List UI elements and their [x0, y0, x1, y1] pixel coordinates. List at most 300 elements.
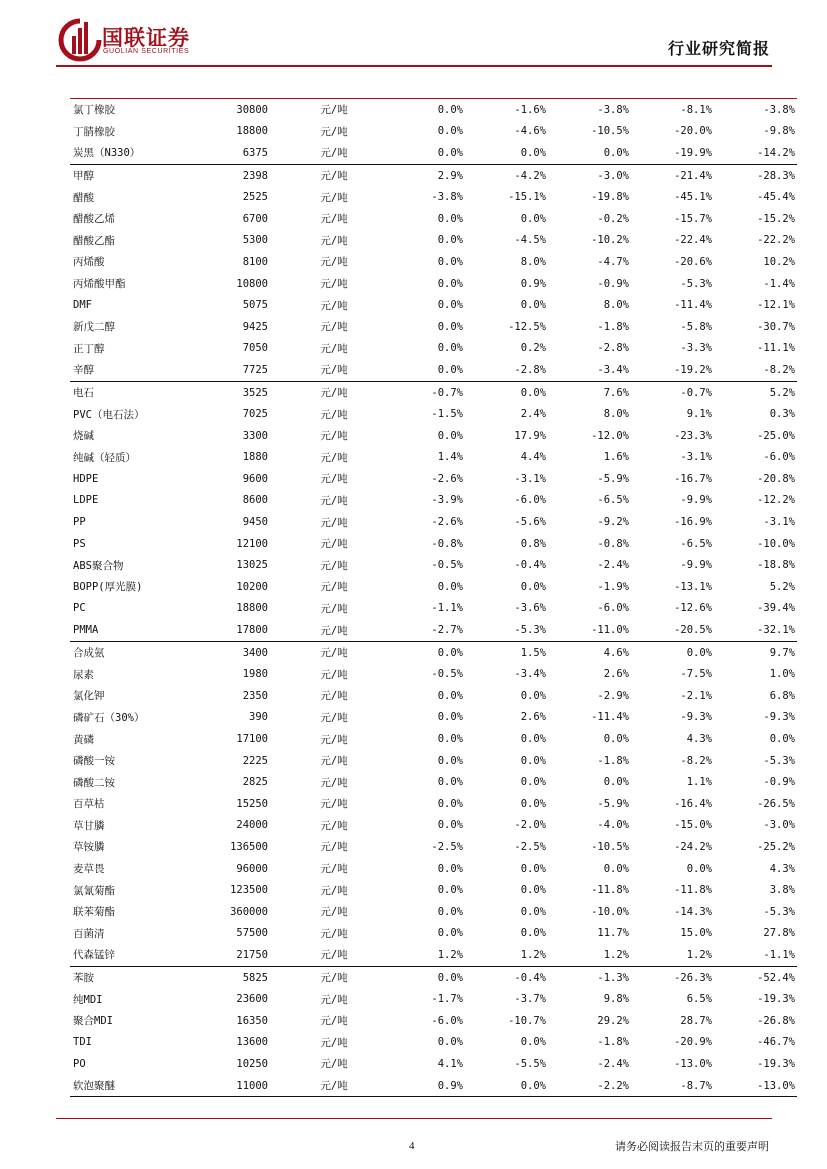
change-cell-1: 0.0% [437, 1036, 463, 1049]
product-name-cell: 草甘膦 [73, 819, 105, 832]
change-cell-3: -0.2% [597, 212, 629, 225]
change-cell-2: -4.2% [465, 164, 548, 186]
change-cell-2: -3.6% [514, 602, 546, 615]
price-cell: 30800 [193, 99, 268, 121]
change-cell-5: 0.0% [769, 733, 795, 746]
change-cell-5: 3.8% [769, 884, 795, 897]
change-cell-1: 0.9% [382, 1075, 465, 1097]
table-row [70, 533, 797, 555]
product-name-cell: 纯碱（轻质） [73, 451, 136, 464]
product-name-cell: PC [73, 602, 86, 615]
price-cell: 18800 [236, 125, 268, 138]
change-cell-2: 0.0% [520, 884, 546, 897]
product-name-cell: 麦草畏 [73, 863, 105, 876]
unit-cell: 元/吨 [320, 1058, 348, 1071]
price-cell: 5075 [242, 299, 268, 312]
change-cell-5: -6.0% [763, 451, 795, 464]
change-cell-2: -2.5% [514, 840, 546, 853]
table-row [70, 359, 797, 381]
change-cell-3: -0.8% [597, 537, 629, 550]
change-cell-5: -5.3% [763, 754, 795, 767]
change-cell-4: -21.4% [631, 164, 714, 186]
change-cell-5: -12.1% [757, 299, 795, 312]
price-cell: 136500 [230, 840, 268, 853]
unit-cell: 元/吨 [320, 906, 348, 919]
change-cell-4: 6.5% [686, 993, 712, 1006]
change-cell-3: 0.0% [603, 733, 629, 746]
change-cell-4: -45.1% [674, 191, 712, 204]
change-cell-2: -0.4% [514, 559, 546, 572]
table-row [70, 1053, 797, 1075]
change-cell-4: -2.1% [680, 689, 712, 702]
change-cell-5: -1.4% [763, 277, 795, 290]
table-row [70, 793, 797, 815]
change-cell-1: 0.0% [437, 125, 463, 138]
product-name-cell: 百菌清 [73, 927, 105, 940]
unit-cell: 元/吨 [320, 364, 348, 377]
change-cell-5: -52.4% [714, 966, 797, 988]
unit-cell: 元/吨 [320, 538, 348, 551]
table-row [70, 1032, 797, 1054]
change-cell-4: 4.3% [686, 733, 712, 746]
price-cell: 7050 [242, 342, 268, 355]
price-table-body [70, 99, 797, 1097]
price-cell: 3525 [193, 381, 268, 403]
price-cell: 3400 [193, 641, 268, 663]
price-cell: 57500 [236, 927, 268, 940]
product-name-cell: 电石 [70, 381, 193, 403]
change-cell-3: -5.9% [597, 472, 629, 485]
price-cell: 5300 [242, 234, 268, 247]
product-name-cell: TDI [73, 1036, 92, 1049]
price-cell: 5825 [193, 966, 268, 988]
change-cell-2: 0.0% [520, 862, 546, 875]
change-cell-1: 4.1% [437, 1057, 463, 1070]
change-cell-5: -10.0% [757, 537, 795, 550]
logo-english-name: GUOLIAN SECURITIES [103, 48, 190, 55]
change-cell-1: -0.5% [431, 559, 463, 572]
price-table-container [70, 98, 795, 1097]
change-cell-4: -5.8% [680, 320, 712, 333]
price-cell: 15250 [236, 797, 268, 810]
change-cell-5: 1.0% [769, 668, 795, 681]
change-cell-3: 0.0% [603, 862, 629, 875]
change-cell-3: -6.5% [597, 494, 629, 507]
table-row [70, 208, 797, 230]
product-name-cell: 软泡聚醚 [70, 1075, 193, 1097]
unit-cell: 元/吨 [268, 1075, 382, 1097]
price-cell: 9425 [242, 320, 268, 333]
product-name-cell: 聚合MDI [73, 1015, 113, 1028]
change-cell-5: -19.3% [757, 1057, 795, 1070]
product-name-cell: 丁腈橡胶 [73, 125, 115, 138]
change-cell-5: -30.7% [757, 320, 795, 333]
change-cell-1: 0.0% [437, 212, 463, 225]
change-cell-3: 2.6% [603, 668, 629, 681]
price-cell: 1980 [242, 668, 268, 681]
product-name-cell: 辛醇 [73, 364, 94, 377]
change-cell-5: -46.7% [757, 1036, 795, 1049]
change-cell-1: 0.0% [437, 927, 463, 940]
change-cell-1: 0.0% [437, 580, 463, 593]
product-name-cell: HDPE [73, 472, 99, 485]
price-cell: 9600 [242, 472, 268, 485]
table-row [70, 164, 797, 186]
table-row [70, 858, 797, 880]
change-cell-3: -2.4% [597, 559, 629, 572]
unit-cell: 元/吨 [320, 1015, 348, 1028]
change-cell-5: -19.3% [757, 993, 795, 1006]
change-cell-2: 0.0% [520, 733, 546, 746]
change-cell-1: 0.0% [382, 641, 465, 663]
product-name-cell: 醋酸乙烯 [73, 213, 115, 226]
change-cell-3: -2.2% [548, 1075, 631, 1097]
unit-cell: 元/吨 [320, 863, 348, 876]
change-cell-3: -11.0% [591, 624, 629, 637]
product-name-cell: 烧碱 [73, 430, 94, 443]
change-cell-1: 0.0% [437, 776, 463, 789]
page-header [58, 18, 770, 62]
unit-cell: 元/吨 [320, 473, 348, 486]
product-name-cell: 代森锰锌 [73, 949, 115, 962]
change-cell-1: 0.0% [437, 429, 463, 442]
unit-cell: 元/吨 [320, 256, 348, 269]
table-row [70, 251, 797, 273]
table-row [70, 511, 797, 533]
price-cell: 9450 [242, 516, 268, 529]
change-cell-4: -5.3% [680, 277, 712, 290]
product-name-cell: PO [73, 1057, 86, 1070]
change-cell-5: -12.2% [757, 494, 795, 507]
change-cell-1: 0.0% [437, 862, 463, 875]
change-cell-4: -19.2% [674, 363, 712, 376]
unit-cell: 元/吨 [268, 966, 382, 988]
unit-cell: 元/吨 [320, 668, 348, 681]
table-row [70, 901, 797, 923]
price-cell: 6375 [242, 146, 268, 159]
change-cell-1: 0.0% [437, 884, 463, 897]
change-cell-3: -2.8% [597, 342, 629, 355]
product-name-cell: 苯胺 [70, 966, 193, 988]
change-cell-3: -1.8% [597, 754, 629, 767]
price-cell: 17100 [236, 733, 268, 746]
change-cell-2: 17.9% [514, 429, 546, 442]
change-cell-4: -7.5% [680, 668, 712, 681]
change-cell-1: 0.0% [437, 255, 463, 268]
change-cell-1: 0.0% [437, 342, 463, 355]
unit-cell: 元/吨 [320, 516, 348, 529]
table-row [70, 186, 797, 208]
product-name-cell: 氯氰菊酯 [73, 884, 115, 897]
table-row [70, 447, 797, 469]
price-cell: 13025 [236, 559, 268, 572]
change-cell-4: -9.9% [680, 494, 712, 507]
change-cell-3: 9.8% [603, 993, 629, 1006]
unit-cell: 元/吨 [320, 342, 348, 355]
change-cell-1: -1.1% [431, 602, 463, 615]
change-cell-2: -2.0% [514, 819, 546, 832]
change-cell-1: 0.0% [437, 754, 463, 767]
change-cell-4: -6.5% [680, 537, 712, 550]
change-cell-3: -3.0% [548, 164, 631, 186]
unit-cell: 元/吨 [320, 494, 348, 507]
table-row [70, 923, 797, 945]
price-cell: 6700 [242, 212, 268, 225]
table-row [70, 554, 797, 576]
change-cell-1: -1.7% [431, 993, 463, 1006]
change-cell-5: 4.3% [769, 862, 795, 875]
change-cell-1: -2.6% [431, 516, 463, 529]
price-cell: 17800 [236, 624, 268, 637]
change-cell-3: -11.4% [591, 711, 629, 724]
change-cell-1: 0.0% [437, 819, 463, 832]
change-cell-3: 1.2% [603, 948, 629, 961]
change-cell-2: -15.1% [508, 191, 546, 204]
change-cell-4: 0.0% [631, 641, 714, 663]
change-cell-3: -4.7% [597, 255, 629, 268]
change-cell-2: 0.0% [520, 797, 546, 810]
price-cell: 10800 [236, 277, 268, 290]
change-cell-2: 1.5% [465, 641, 548, 663]
table-row [70, 425, 797, 447]
change-cell-2: 0.0% [465, 381, 548, 403]
guolian-logo-icon [58, 18, 102, 62]
price-cell: 8600 [242, 494, 268, 507]
price-cell: 360000 [230, 905, 268, 918]
table-row [70, 598, 797, 620]
product-name-cell: 草铵膦 [73, 841, 105, 854]
price-cell: 2225 [242, 754, 268, 767]
price-cell: 8100 [242, 255, 268, 268]
change-cell-4: -11.4% [674, 299, 712, 312]
unit-cell: 元/吨 [320, 581, 348, 594]
report-type-label: 行业研究简报 [667, 39, 770, 58]
change-cell-4: -13.0% [674, 1057, 712, 1070]
change-cell-3: 4.6% [548, 641, 631, 663]
change-cell-5: -0.9% [763, 776, 795, 789]
change-cell-2: 0.0% [520, 754, 546, 767]
table-row [70, 381, 797, 403]
unit-cell: 元/吨 [320, 559, 348, 572]
change-cell-4: -14.3% [674, 905, 712, 918]
unit-cell: 元/吨 [320, 299, 348, 312]
table-row [70, 1010, 797, 1032]
unit-cell: 元/吨 [268, 641, 382, 663]
unit-cell: 元/吨 [320, 1036, 348, 1049]
change-cell-3: -9.2% [597, 516, 629, 529]
change-cell-2: -4.5% [514, 234, 546, 247]
unit-cell: 元/吨 [320, 602, 348, 615]
product-name-cell: 正丁醇 [73, 342, 105, 355]
change-cell-5: -22.2% [757, 234, 795, 247]
change-cell-1: 0.0% [437, 363, 463, 376]
change-cell-2: 0.0% [520, 905, 546, 918]
product-name-cell: 丙烯酸甲酯 [73, 278, 126, 291]
change-cell-4: -8.2% [680, 754, 712, 767]
change-cell-4: -20.6% [674, 255, 712, 268]
change-cell-2: -10.7% [508, 1014, 546, 1027]
change-cell-4: -13.1% [674, 580, 712, 593]
change-cell-5: -26.8% [757, 1014, 795, 1027]
unit-cell: 元/吨 [320, 798, 348, 811]
change-cell-4: -19.9% [674, 146, 712, 159]
change-cell-5: -3.0% [763, 819, 795, 832]
unit-cell: 元/吨 [320, 213, 348, 226]
change-cell-1: -2.5% [431, 840, 463, 853]
change-cell-4: -20.9% [674, 1036, 712, 1049]
price-cell: 7725 [242, 363, 268, 376]
change-cell-1: 0.0% [437, 299, 463, 312]
price-cell: 11000 [193, 1075, 268, 1097]
change-cell-2: 0.0% [520, 580, 546, 593]
change-cell-4: -16.7% [674, 472, 712, 485]
product-name-cell: 醋酸 [73, 191, 94, 204]
price-cell: 390 [249, 711, 268, 724]
table-row [70, 663, 797, 685]
change-cell-3: -1.9% [597, 580, 629, 593]
change-cell-4: -3.3% [680, 342, 712, 355]
price-cell: 10200 [236, 580, 268, 593]
change-cell-5: 10.2% [763, 255, 795, 268]
change-cell-2: 2.6% [520, 711, 546, 724]
change-cell-1: 0.0% [437, 689, 463, 702]
product-name-cell: BOPP(厚光膜) [73, 581, 143, 594]
change-cell-5: 9.7% [714, 641, 797, 663]
change-cell-3: -11.8% [591, 884, 629, 897]
unit-cell: 元/吨 [320, 949, 348, 962]
table-row [70, 490, 797, 512]
change-cell-4: -11.8% [674, 884, 712, 897]
change-cell-2: -1.6% [465, 99, 548, 121]
product-name-cell: 联苯菊酯 [73, 906, 115, 919]
table-row [70, 121, 797, 143]
table-row [70, 988, 797, 1010]
change-cell-5: -25.0% [757, 429, 795, 442]
product-name-cell: 炭黑（N330） [73, 147, 141, 160]
change-cell-5: -5.3% [763, 905, 795, 918]
price-cell: 7025 [242, 408, 268, 421]
unit-cell: 元/吨 [320, 321, 348, 334]
change-cell-5: -20.8% [757, 472, 795, 485]
unit-cell: 元/吨 [320, 927, 348, 940]
change-cell-3: -19.8% [591, 191, 629, 204]
change-cell-1: 0.0% [437, 905, 463, 918]
change-cell-2: 0.0% [520, 776, 546, 789]
table-row [70, 142, 797, 164]
change-cell-5: -18.8% [757, 559, 795, 572]
product-name-cell: 新戊二醇 [73, 321, 115, 334]
change-cell-1: -3.8% [431, 191, 463, 204]
chemical-price-table [70, 98, 797, 1097]
disclaimer-text: 请务必阅读报告末页的重要声明 [615, 1140, 769, 1153]
change-cell-4: -15.7% [674, 212, 712, 225]
change-cell-2: 0.0% [520, 212, 546, 225]
unit-cell: 元/吨 [320, 755, 348, 768]
change-cell-4: -26.3% [631, 966, 714, 988]
change-cell-5: -13.0% [714, 1075, 797, 1097]
change-cell-3: -3.4% [597, 363, 629, 376]
change-cell-5: -45.4% [757, 191, 795, 204]
change-cell-1: 0.0% [382, 99, 465, 121]
table-row [70, 771, 797, 793]
change-cell-4: 15.0% [680, 927, 712, 940]
price-cell: 123500 [230, 884, 268, 897]
change-cell-2: 0.9% [520, 277, 546, 290]
change-cell-4: -22.4% [674, 234, 712, 247]
unit-cell: 元/吨 [320, 278, 348, 291]
table-row [70, 619, 797, 641]
table-row [70, 966, 797, 988]
change-cell-4: 9.1% [686, 408, 712, 421]
change-cell-2: 8.0% [520, 255, 546, 268]
price-cell: 1880 [242, 451, 268, 464]
unit-cell: 元/吨 [320, 884, 348, 897]
price-cell: 96000 [236, 862, 268, 875]
header-divider [56, 65, 772, 67]
unit-cell: 元/吨 [268, 381, 382, 403]
change-cell-2: -5.5% [514, 1057, 546, 1070]
price-cell: 12100 [236, 537, 268, 550]
change-cell-1: 1.4% [437, 451, 463, 464]
table-row [70, 403, 797, 425]
unit-cell: 元/吨 [320, 234, 348, 247]
unit-cell: 元/吨 [320, 819, 348, 832]
change-cell-2: 0.0% [520, 689, 546, 702]
change-cell-5: -25.2% [757, 840, 795, 853]
change-cell-5: -1.1% [763, 948, 795, 961]
change-cell-1: -2.6% [431, 472, 463, 485]
change-cell-3: -2.9% [597, 689, 629, 702]
unit-cell: 元/吨 [268, 99, 382, 121]
change-cell-1: 0.0% [437, 711, 463, 724]
change-cell-3: -2.4% [597, 1057, 629, 1070]
product-name-cell: ABS聚合物 [73, 559, 124, 572]
change-cell-5: 0.3% [769, 408, 795, 421]
change-cell-1: -0.7% [382, 381, 465, 403]
change-cell-3: 11.7% [597, 927, 629, 940]
unit-cell: 元/吨 [320, 776, 348, 789]
change-cell-1: 0.0% [382, 966, 465, 988]
change-cell-5: -32.1% [757, 624, 795, 637]
unit-cell: 元/吨 [320, 841, 348, 854]
product-name-cell: 磷酸一铵 [73, 755, 115, 768]
table-row [70, 294, 797, 316]
unit-cell: 元/吨 [320, 191, 348, 204]
product-name-cell: 纯MDI [73, 993, 103, 1006]
change-cell-2: 0.8% [520, 537, 546, 550]
price-cell: 3300 [242, 429, 268, 442]
logo-chinese-name: 国联证券 [102, 26, 190, 50]
unit-cell: 元/吨 [320, 624, 348, 637]
price-cell: 2350 [242, 689, 268, 702]
change-cell-1: 0.0% [437, 797, 463, 810]
product-name-cell: 甲醇 [70, 164, 193, 186]
change-cell-3: 0.0% [603, 146, 629, 159]
change-cell-4: 1.1% [686, 776, 712, 789]
change-cell-3: 8.0% [603, 299, 629, 312]
change-cell-4: -8.7% [631, 1075, 714, 1097]
price-cell: 2525 [242, 191, 268, 204]
product-name-cell: DMF [73, 299, 92, 312]
price-cell: 18800 [236, 602, 268, 615]
change-cell-2: -2.8% [514, 363, 546, 376]
change-cell-4: -15.0% [674, 819, 712, 832]
change-cell-3: -10.5% [591, 840, 629, 853]
unit-cell: 元/吨 [320, 408, 348, 421]
change-cell-4: -16.9% [674, 516, 712, 529]
table-row [70, 576, 797, 598]
change-cell-5: 6.8% [769, 689, 795, 702]
